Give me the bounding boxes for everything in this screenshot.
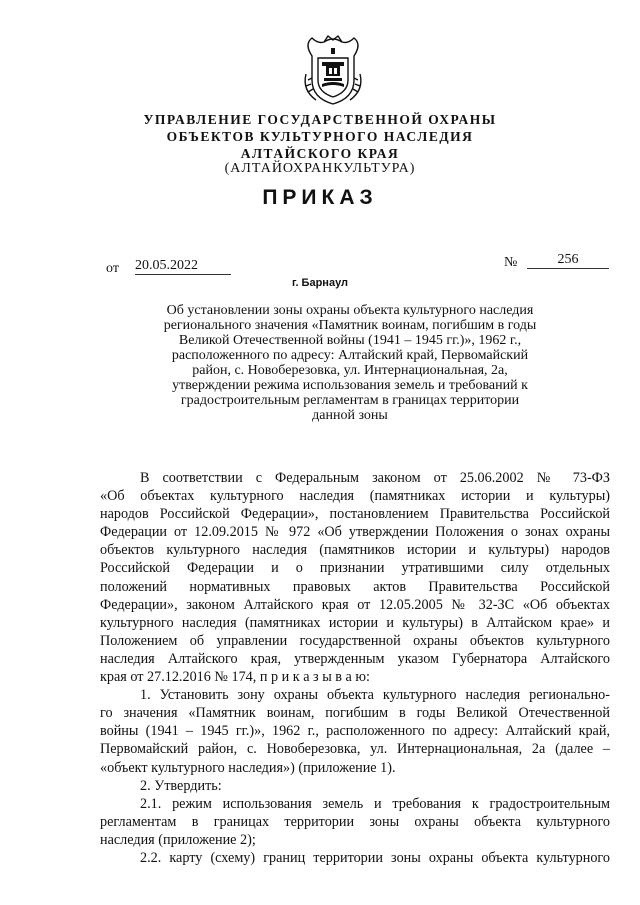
org-name-line-1: УПРАВЛЕНИЕ ГОСУДАРСТВЕННОЙ ОХРАНЫ <box>143 112 497 127</box>
subject-line: район, с. Новоберезовка, ул. Интернациональная, 2а, <box>192 363 508 378</box>
body-line: культурного наследия (памятниках истории и культуры) в Алтайском крае» и <box>100 614 610 631</box>
body-line: Федерации», законом Алтайского края от 12.05.2005 № 32-ЗС «Об объектах <box>100 596 610 613</box>
body-line: края от 27.12.2016 № 174, п р и к а з ы в а ю: <box>100 669 370 686</box>
subject-line: расположенного по адресу: Алтайский край, Первомайский <box>171 348 529 363</box>
body-line: го значения «Памятник воинам, погибшим в годы Великой Отечественной <box>100 705 610 722</box>
org-name-line-3: АЛТАЙСКОГО КРАЯ <box>240 146 400 161</box>
body-line: народов Российской Федерации», постановлением Правительства Российской <box>100 506 610 523</box>
body-line: «объект культурного наследия») (приложение 1). <box>100 759 396 776</box>
body-line: наследия (приложение 2); <box>100 831 256 848</box>
body-line: В соответствии с Федеральным законом от 25.06.2002 № 73-ФЗ <box>140 470 610 486</box>
body-line: «Об объектах культурного наследия (памятниках истории и культуры) <box>100 488 610 505</box>
city: г. Барнаул <box>291 277 349 289</box>
body-line: 2.2. карту (схему) границ территории зоны охраны объекта культурного <box>140 849 610 866</box>
coat-of-arms-icon <box>298 34 368 106</box>
body-line: наследия Алтайского края, утвержденным указом Губернатора Алтайского <box>100 650 610 667</box>
subject-line: Об установлении зоны охраны объекта культурного наследия <box>166 303 534 318</box>
body-line: войны (1941 – 1945 гг.)», 1962 г., расположенного по адресу: Алтайский край, <box>100 723 610 740</box>
body-line: 1. Установить зону охраны объекта культурного наследия регионально- <box>140 687 610 704</box>
org-short-name: (АЛТАЙОХРАНКУЛЬТУРА) <box>224 161 416 176</box>
body-line: 2. Утвердить: <box>140 777 222 794</box>
subject-line: регионального значения «Памятник воинам, погибшим в годы <box>163 318 537 333</box>
body-line: регламентам в границах территории зоны охраны объекта культурного <box>100 813 610 830</box>
body-line: Положением об управлении государственной охраны объектов культурного <box>100 632 610 649</box>
document-number: 256 <box>527 252 609 269</box>
subject-line: градостроительным регламентам в границах территории <box>180 393 520 408</box>
document-subject <box>140 303 560 423</box>
subject-line: Великой Отечественной войны (1941 – 1945 гг.)», 1962 г., <box>178 333 522 348</box>
body-line: объектов культурного наследия (памятников истории и культуры) народов <box>100 542 610 559</box>
body-line: Первомайский район, с. Новоберезовка, ул. Интернациональная, 2а (далее – <box>100 741 610 758</box>
body-line: Федерации от 12.09.2015 № 972 «Об утверждении Положения о зонах охраны <box>100 524 610 541</box>
body-line: 2.1. режим использования земель и требования к градостроительным <box>140 795 610 812</box>
document-title: ПРИКАЗ <box>262 186 378 209</box>
document-date: 20.05.2022 <box>135 258 231 275</box>
org-name-line-2: ОБЪЕКТОВ КУЛЬТУРНОГО НАСЛЕДИЯ <box>166 129 474 144</box>
date-label: от <box>106 261 119 276</box>
body-line: Российской Федерации и о признании утратившими силу отдельных <box>100 560 610 577</box>
body-line: положений нормативных правовых актов Правительства Российской <box>100 578 610 595</box>
number-label: № <box>504 255 518 270</box>
document-body <box>100 469 610 867</box>
subject-line: утверждении режима использования земель и требований к <box>172 378 528 393</box>
subject-line: данной зоны <box>312 408 388 423</box>
